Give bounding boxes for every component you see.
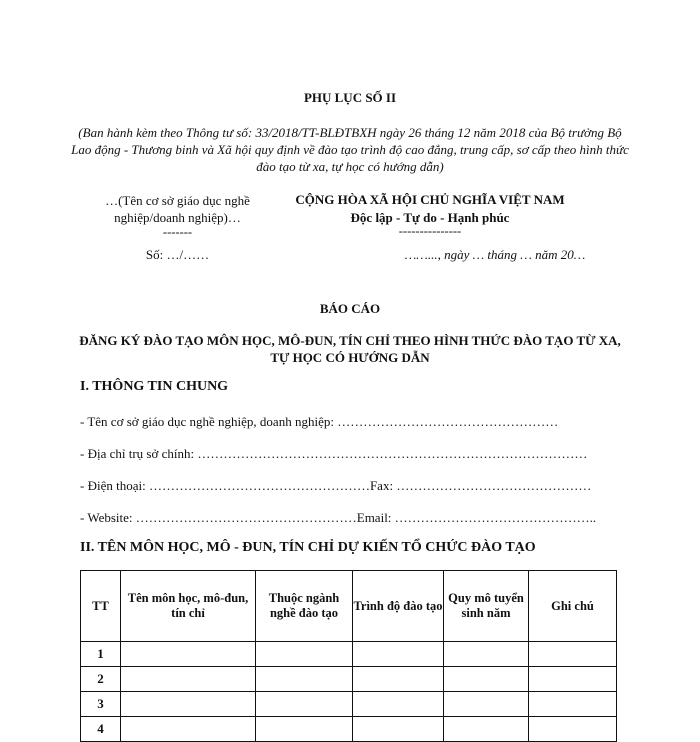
row-number: 1 — [81, 642, 121, 667]
header-course-name: Tên môn học, mô-đun, tín chỉ — [121, 571, 256, 642]
row-number: 2 — [81, 667, 121, 692]
cell — [121, 667, 256, 692]
address-line: - Địa chỉ trụ sở chính: ……………………………………………………………………………… — [80, 446, 588, 461]
table-header-row — [81, 571, 617, 642]
nation-name: CỘNG HÒA XÃ HỘI CHỦ NGHĨA VIỆT NAM — [295, 192, 565, 207]
table-row — [81, 692, 617, 717]
cell — [444, 717, 529, 742]
cell — [353, 692, 444, 717]
org-divider: ------- — [162, 225, 193, 239]
national-heading — [275, 191, 585, 227]
issued-note: (Ban hành kèm theo Thông tư số: 33/2018/TT-BLĐTBXH ngày 26 tháng 12 năm 2018 của Bộ trưởng Bộ Lao động - Thương binh và Xã hội quy định về đào tạo trình độ cao đẳng, trung cấp, sơ cấp theo hình thức đào tạo từ xa, tự học có hướng dẫn) — [71, 125, 629, 174]
cell — [121, 692, 256, 717]
cell — [256, 667, 353, 692]
organization-name-placeholder: …(Tên cơ sở giáo dục nghề nghiệp/doanh nghiệp)… — [105, 193, 250, 225]
cell — [529, 717, 617, 742]
cell — [353, 667, 444, 692]
section-general-info-heading: I. THÔNG TIN CHUNG — [80, 379, 229, 394]
section-courses-heading: II. TÊN MÔN HỌC, MÔ - ĐUN, TÍN CHỈ DỰ KIẾN TỔ CHỨC ĐÀO TẠO — [80, 540, 536, 555]
cell — [529, 692, 617, 717]
cell — [444, 692, 529, 717]
cell — [256, 692, 353, 717]
document-number: Số: …/…… — [145, 247, 210, 262]
appendix-title: PHỤ LỤC SỐ II — [303, 90, 397, 105]
nation-divider: --------------- — [398, 224, 462, 238]
cell — [121, 717, 256, 742]
cell — [353, 717, 444, 742]
table-row — [81, 642, 617, 667]
header-field: Thuộc ngành nghề đào tạo — [256, 571, 353, 642]
course-registration-table — [80, 570, 617, 742]
header-notes: Ghi chú — [529, 571, 617, 642]
cell — [256, 642, 353, 667]
header-enrollment: Quy mô tuyển sinh năm — [444, 571, 529, 642]
cell — [121, 642, 256, 667]
cell — [529, 642, 617, 667]
header-tt: TT — [81, 571, 121, 642]
date-line: ……..., ngày … tháng … năm 20… — [404, 247, 586, 262]
org-name-line: - Tên cơ sở giáo dục nghề nghiệp, doanh nghiệp: …………………………………………… — [80, 414, 559, 429]
cell — [444, 642, 529, 667]
row-number: 4 — [81, 717, 121, 742]
report-title: BÁO CÁO — [319, 301, 381, 316]
cell — [444, 667, 529, 692]
cell — [353, 642, 444, 667]
table-row — [81, 717, 617, 742]
table-row — [81, 667, 617, 692]
row-number: 3 — [81, 692, 121, 717]
phone-fax-line: - Điện thoại: ……………………………………………Fax: ……………………………………… — [80, 478, 592, 493]
cell — [256, 717, 353, 742]
national-motto: Độc lập - Tự do - Hạnh phúc — [350, 210, 510, 225]
website-email-line: - Website: ……………………………………………Email: ……………………………………….. — [80, 510, 597, 525]
header-level: Trình độ đào tạo — [353, 571, 444, 642]
cell — [529, 667, 617, 692]
report-subtitle: ĐĂNG KÝ ĐÀO TẠO MÔN HỌC, MÔ-ĐUN, TÍN CHỈ THEO HÌNH THỨC ĐÀO TẠO TỪ XA, TỰ HỌC CÓ HƯỚNG DẪN — [79, 333, 621, 365]
